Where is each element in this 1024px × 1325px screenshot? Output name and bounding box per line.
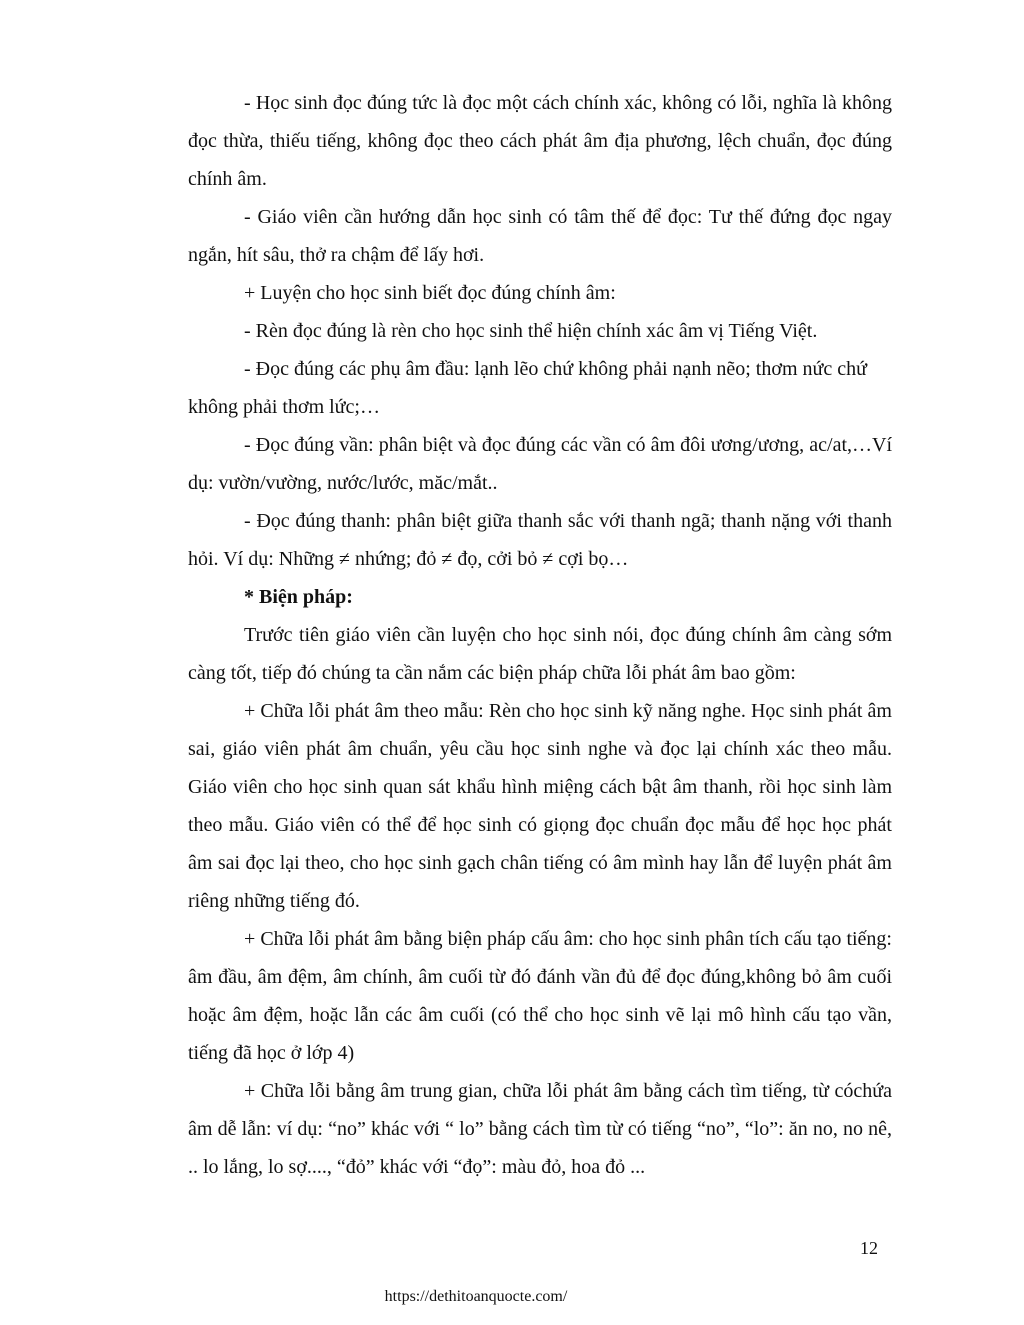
footer-url[interactable]: https://dethitoanquocte.com/ — [384, 1288, 568, 1305]
paragraph-correction-by-articulation: + Chữa lỗi phát âm bằng biện pháp cấu âm: cho học sinh phân tích cấu tạo tiếng: âm đầu, âm đệm, âm chính, âm cuối từ đó đánh vần đủ để đọc đúng,không bỏ âm cuối hoặc âm đệm, hoặc lẫn các âm cuối (có thể cho học sinh vẽ lại mô hình cấu tạo vần, tiếng đã học ở lớp 4) — [188, 928, 892, 1064]
paragraph-rhymes: - Đọc đúng vần: phân biệt và đọc đúng các vần có âm đôi ương/ương, ac/at,…Ví dụ: vườn/vường, nước/lước, măc/mắt.. — [188, 434, 892, 494]
document-body — [188, 84, 892, 1186]
paragraph-reading-posture: - Giáo viên cần hướng dẫn học sinh có tâm thế để đọc: Tư thế đứng đọc ngay ngắn, hít sâu, thở ra chậm để lấy hơi. — [188, 206, 892, 266]
paragraph-measures-intro: Trước tiên giáo viên cần luyện cho học sinh nói, đọc đúng chính âm càng sớm càng tốt, tiếp đó chúng ta cần nắm các biện pháp chữa lỗi phát âm bao gồm: — [188, 624, 892, 684]
paragraph-correction-by-intermediate-sound: + Chữa lỗi bằng âm trung gian, chữa lỗi phát âm bằng cách tìm tiếng, từ cóchứa âm dễ lẫn: ví dụ: “no” khác với “ lo” bằng cách tìm từ có tiếng “no”, “lo”: ăn no, no nê, .. lo lắng, lo sợ...., “đỏ” khác với “đọ”: màu đỏ, hoa đỏ ... — [188, 1080, 892, 1178]
page-number: 12 — [860, 1238, 878, 1258]
paragraph-correction-by-model: + Chữa lỗi phát âm theo mẫu: Rèn cho học sinh kỹ năng nghe. Học sinh phát âm sai, giáo viên phát âm chuẩn, yêu cầu học sinh nghe và đọc lại chính xác theo mẫu. Giáo viên cho học sinh quan sát khẩu hình miệng cách bật âm thanh, rồi học sinh làm theo mẫu. Giáo viên có thể để học sinh có giọng đọc chuẩn đọc mẫu để học học phát âm sai đọc lại theo, cho học sinh gạch chân tiếng có âm mình hay lẫn để luyện phát âm riêng những tiếng đó. — [188, 700, 892, 912]
paragraph-tones: - Đọc đúng thanh: phân biệt giữa thanh sắc với thanh ngã; thanh nặng với thanh hỏi. Ví dụ: Những ≠ nhứng; đỏ ≠ đọ, cởi bỏ ≠ cợi bọ… — [188, 510, 892, 570]
paragraph-reading-correctly: - Học sinh đọc đúng tức là đọc một cách chính xác, không có lỗi, nghĩa là không đọc thừa, thiếu tiếng, không đọc theo cách phát âm địa phương, lệch chuẩn, đọc đúng chính âm. — [188, 92, 892, 190]
paragraph-phoneme-practice: - Rèn đọc đúng là rèn cho học sinh thể hiện chính xác âm vị Tiếng Việt. — [244, 320, 818, 342]
paragraph-initial-consonants: - Đọc đúng các phụ âm đầu: lạnh lẽo chứ không phải nạnh nẽo; thơm nức chứ không phải thơm lức;… — [188, 358, 867, 418]
paragraph-practice-standard-sound: + Luyện cho học sinh biết đọc đúng chính âm: — [244, 282, 616, 304]
section-heading-measures: * Biện pháp: — [244, 586, 353, 608]
